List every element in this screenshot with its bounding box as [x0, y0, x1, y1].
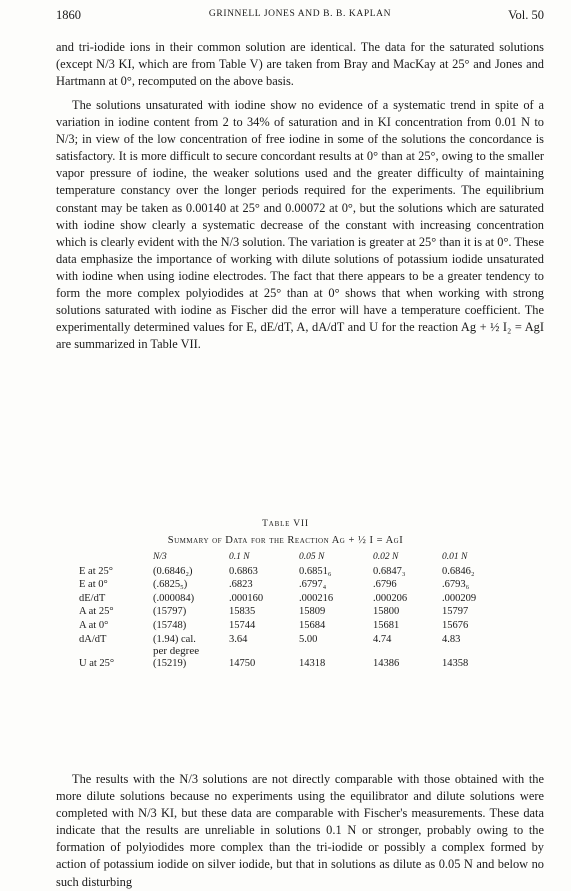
table-header-cell: 0.02 N	[373, 552, 399, 562]
row-label: E at 0°	[79, 579, 108, 591]
table-cell: 15676	[442, 619, 469, 631]
table-cell: .6797₄	[299, 579, 327, 591]
table-header-cell: 0.05 N	[299, 552, 325, 562]
table-cell: 0.6863	[229, 565, 258, 577]
unit-note: per degree	[153, 645, 200, 658]
row-label: E at 25°	[79, 565, 113, 577]
table-cell: .000209	[442, 592, 477, 604]
table-cell: 15800	[373, 606, 400, 618]
table-header-row	[79, 551, 511, 565]
table-row	[79, 657, 511, 671]
table-row	[79, 633, 511, 658]
table-cell: .000216	[299, 592, 334, 604]
table-cell: 3.64	[229, 633, 248, 645]
running-head-authors: GRINNELL JONES AND B. B. KAPLAN	[208, 9, 392, 19]
table-header-cell: 0.01 N	[442, 552, 468, 562]
table-cell: (0.6846₂)	[153, 565, 193, 577]
row-label: A at 0°	[79, 619, 109, 631]
table-cell: 15681	[373, 619, 400, 631]
paragraph-3: The results with the N/3 solutions are not directly comparable with those obtained with the more dilute solutions because no experiments using the equilibrator and dilute solutions were completed with N/3 KI, but these data are comparable with Fischer's measurements. These data indicate that the results are unreliable in solutions 0.1 N or stronger, probably owing to the formation of polyiodides more complex than the tri-iodide or possibly a complex formed by action of potassium iodide on silver iodide, but that in solutions as dilute as 0.05 N and below no such disturbing	[56, 772, 544, 889]
summary-table	[79, 551, 511, 671]
table-cell: 14318	[299, 658, 326, 670]
row-label: dA/dT	[79, 633, 107, 645]
table-row	[79, 578, 511, 592]
table-cell: 4.83	[442, 633, 461, 645]
table-cell: (.6825₅)	[153, 579, 188, 591]
table-cell: 14358	[442, 658, 469, 670]
table-title: Summary of Data for the Reaction Ag + ½ I = AgI	[167, 535, 404, 546]
table-header-cell: N/3	[153, 552, 167, 562]
table-caption: Table VII	[262, 519, 309, 529]
table-cell: (1.94) cal.	[153, 633, 196, 645]
table-cell: .000160	[229, 592, 264, 604]
table-row	[79, 592, 511, 606]
row-label: U at 25°	[79, 658, 115, 670]
page-header	[56, 8, 544, 26]
table-row	[79, 619, 511, 633]
table-row	[79, 565, 511, 579]
table-cell: 15797	[442, 606, 469, 618]
table-cell: 0.6846₂	[442, 565, 475, 577]
table-cell: 0.6847₃	[373, 565, 406, 577]
page-number: 1860	[56, 8, 81, 22]
row-label: A at 25°	[79, 606, 114, 618]
row-label: dE/dT	[79, 592, 106, 604]
table-header-cell: 0.1 N	[229, 552, 250, 562]
table-cell: .6793₆	[442, 579, 470, 591]
table-cell: 0.6851₆	[299, 565, 332, 577]
table-cell: 14386	[373, 658, 400, 670]
table-cell: (.000084)	[153, 592, 195, 604]
table-cell: 4.74	[373, 633, 392, 645]
paragraph-1: and tri-iodide ions in their common solution are identical. The data for the saturated solutions (except N/3 KI, which are from Table V) are taken from Bray and MacKay at 25° and Jones and Hartmann at 0°, recomputed on the above basis.	[56, 40, 544, 89]
table-cell: .6823	[229, 579, 253, 591]
paragraph-2: The solutions unsaturated with iodine show no evidence of a systematic trend in spite of a variation in iodine content from 2 to 34% of saturation and in KI concentration from 0.01 N to N/3; in view of the low concentration of free iodine in some of the solutions the concordance is satisfactory. It is more difficult to secure concordant results at 0° than at 25°, owing to the smaller vapor pressure of iodine, the weaker solutions used and the greater difficulty of maintaining temperature constancy over the longer periods required for the experiments. The equilibrium constant may be taken as 0.00140 at 25° and 0.00072 at 0°, but the solutions which are saturated with iodine show clearly a systematic decrease of the constant with increasing concentration which is clearly evident with the N/3 solution. The variation is greater at 25° than it is at 0°. These data emphasize the importance of working with dilute solutions of potassium iodide unsaturated with iodine when using iodine electrodes. The fact that there appears to be a greater tendency to form the more complex polyiodides at 25° than at 0° shows that when working with strong solutions saturated with iodine as Fischer did the error will have a temperature coefficient. The experimentally determined values for E, dE/dT, A, dA/dT and U for the reaction Ag + ½ I₂ = AgI are summarized in Table VII.	[56, 98, 544, 352]
table-cell-with-note	[153, 633, 229, 658]
table-cell: 14750	[229, 658, 256, 670]
table-cell: 15809	[299, 606, 326, 618]
table-cell: (15219)	[153, 658, 187, 670]
volume-label: Vol. 50	[508, 8, 544, 22]
table-header-label	[79, 551, 153, 565]
table-row	[79, 605, 511, 619]
table-cell: .6796	[373, 579, 397, 591]
table-cell: .000206	[373, 592, 408, 604]
table-cell: 15744	[229, 619, 256, 631]
table-cell: 15835	[229, 606, 256, 618]
table-cell: 15684	[299, 619, 326, 631]
table-cell: (15797)	[153, 606, 187, 618]
table-cell: (15748)	[153, 619, 187, 631]
table-cell: 5.00	[299, 633, 318, 645]
